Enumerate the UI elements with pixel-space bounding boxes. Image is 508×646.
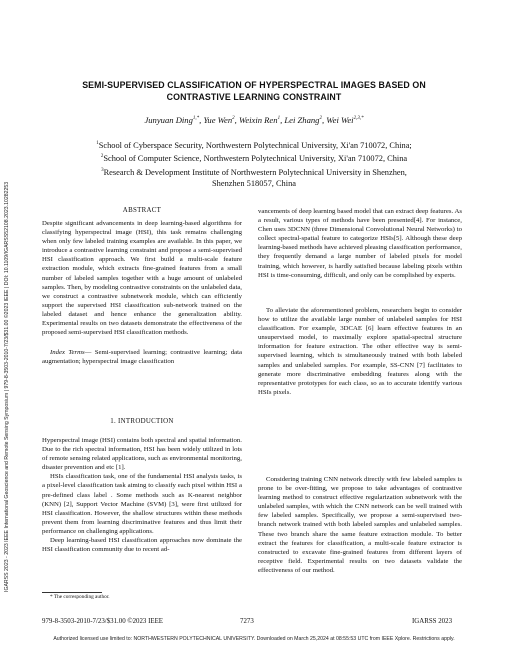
index-terms-text: — Semi-supervised learning; contrastive learning; data augmentation; hyperspectral image classification xyxy=(42,349,242,366)
affiliation-line xyxy=(40,151,468,164)
right-paragraph-3: Considering training CNN network directly with few labeled samples is prone to be over-fitting, we propose to take advantages of contrastive learning method to construct effective regularization subnetwork with the unlabeled samples, with which the CNN network can be well trained with few labeled samples. Specifically, we propose a semi-supervised two-branch network trained with both labeled samples and unlabeled samples. These two branch share the same feature extraction module. To better extract the features for classification, a multi-scale feature extractor is constructed to excavate fine-grained features from different layers of receptive field. Experimental results on two datasets validate the effectiveness of our method. xyxy=(258,476,462,574)
page-number: 7273 xyxy=(240,618,254,625)
author-list: Junyuan Ding$^{1,*}$, Yue Wen$^2$, Weixin Ren$^1$, Lei Zhang$^2$, Wei Wei$^{2,3,*}$ xyxy=(144,114,364,125)
author-name: Yue Wen xyxy=(203,114,233,125)
affiliation-sup: 3 xyxy=(101,167,104,173)
footnote: * The corresponding author. xyxy=(50,594,110,600)
authorized-use-line: Authorized licensed use limited to: NORTHWESTERN POLYTECHNICAL UNIVERSITY. Downloaded on March 25,2024 at 08:55:53 UTC from IEEE Xplore. Restrictions apply. xyxy=(53,636,455,642)
index-terms xyxy=(42,348,242,366)
affiliation-sup: 2 xyxy=(100,154,104,160)
abstract-body: Despite significant advancements in deep learning-based algorithms for classifying hyperspectral image (HSI), this task remains challenging when only few labeled training examples are available. In this paper, we introduce a contrastive learning constraint and propose a semi-supervised HSI classification approach. We first build a multi-scale feature extraction module, which extracts fine-grained features from a small number of labeled samples together with a huge amount of unlabeled samples. Then, by modeling contrastive constraints on the unlabeled data, we construct a contrastive subnetwork module, which can efficiently support the supervised HSI classification sub-network trained on the labeled dataset and hence enhance the generalization ability. Experimental results on two datasets demonstrate the effectiveness of the proposed semi-supervised HSI classification methods. xyxy=(42,220,242,337)
intro-paragraph-3: Deep learning-based HSI classification approaches now dominate the HSI classification community due to recent ad- xyxy=(42,537,242,554)
author-name: Weixin Ren xyxy=(238,114,278,125)
index-terms-label: Index Terms xyxy=(50,349,85,356)
author-sup: 2,3,* xyxy=(353,116,364,121)
affiliation-sup: 1 xyxy=(96,141,99,146)
author-sup: 1 xyxy=(277,116,281,121)
intro-heading: 1. INTRODUCTION xyxy=(110,418,174,425)
side-banner-text: IGARSS 2023 - 2023 IEEE International Geoscience and Remote Sensing Symposium | 979-8-3503-2010-7/23/$31.00 ©2023 IEEE | DOI: 10.1109/IGARSS52108.2023.10282253 xyxy=(4,181,10,592)
affiliation-line xyxy=(40,165,468,178)
paper-title xyxy=(40,79,468,103)
author-sup: 1,* xyxy=(192,116,200,121)
right-paragraph-2: To alleviate the aforementioned problem, researchers begin to consider how to utilize the available large number of unlabeled samples for HSI classification. For example, 3DCAE [6] learn effective features in an unsupervised model, to maximally explore spatial-spectral structure information for feature extraction. The other effective way is semi-supervised learning, which is simultaneously trained with both labeled samples and unlabeled samples. For example, SS-CNN [7] facilitates to generate more discriminative embedding features along with the representative prototypes for each class, so as to accurate identify various HSIs pixels. xyxy=(258,307,462,396)
affiliation-line: Shenzhen 518057, China xyxy=(212,178,296,188)
author-sup: 2 xyxy=(319,116,322,121)
author-sup: 2 xyxy=(232,116,235,121)
affiliations xyxy=(40,138,468,189)
intro-paragraph-1: Hyperspectral image (HSI) contains both spectral and spatial information. Due to the rich spectral information, HSI has been widely utilized in lots of remote sensing related applications, such as environmental monitoring, disaster prevention and etc [1]. xyxy=(42,437,242,472)
side-banner xyxy=(2,80,12,600)
affiliation-text: School of Computer Science, Northwestern Polytechnical University, Xi'an 710072, China xyxy=(103,154,408,164)
intro-body xyxy=(42,436,242,554)
footer-isbn: 979-8-3503-2010-7/23/$31.00 ©2023 IEEE xyxy=(42,618,164,625)
affiliation-text: School of Cyberspace Security, Northwestern Polytechnical University, Xi'an 710072, China; xyxy=(98,140,412,150)
author-name: Wei Wei xyxy=(326,114,354,125)
author-name: Junyuan Ding xyxy=(144,114,193,125)
right-paragraph-1: vancements of deep learning based model that can extract deep features. As a result, various types of methods have been presented[4]. For instance, Chen uses 3DCNN (three Dimensional Convolutional Neural Networks) to collect spectral-spatial feature to categorize HSIs[5]. Although these deep learning-based methods have achieved pleasing classification performance, they frequently demand a large number of labeled pixels for model training, which however, is hardly satisfied because labeling pixels within HSI is time-consuming, difficult, and only can be complished by experts. xyxy=(258,208,462,279)
title-line-2: CONTRASTIVE LEARNING CONSTRAINT xyxy=(166,92,342,102)
affiliation-text: Research & Development Institute of Northwestern Polytechnical University in Shenzhen, xyxy=(103,167,407,177)
intro-paragraph-2: HSIs classification task, one of the fundamental HSI analysis tasks, is a pixel-level classification task aiming to classify each pixel within HSI a pre-defined class label . Some methods such as K-nearest neighbor (KNN) [2], Support Vector Machine (SVM) [3], were first utilized for HSI classification. However, the shallow structures within these methods prevent them from learning discriminative features and thus limit their performance on challenging applications. xyxy=(42,473,242,535)
footnote-rule xyxy=(42,592,102,593)
footer-conference: IGARSS 2023 xyxy=(412,618,453,625)
author-name: Lei Zhang xyxy=(284,114,320,125)
abstract-heading: ABSTRACT xyxy=(122,207,162,214)
affiliation-line xyxy=(40,138,468,151)
title-line-1: SEMI-SUPERVISED CLASSIFICATION OF HYPERSPECTRAL IMAGES BASED ON xyxy=(82,80,426,90)
